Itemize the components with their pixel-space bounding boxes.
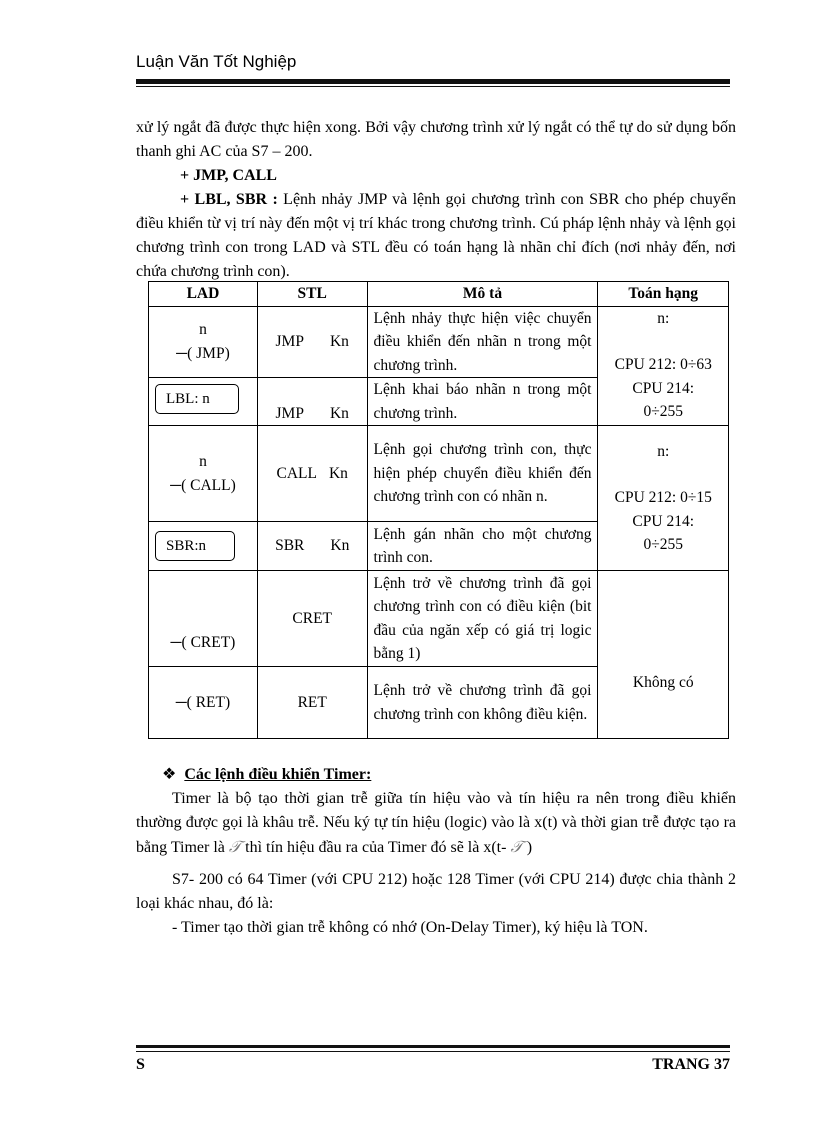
timer-text-a: Timer là bộ tạo thời gian trễ giữa tín hiệu vào và tín hiệu ra nên trong điều khiển thường được gọi là khâu trễ. Nếu ký tự tín hiệu (logic) vào là x(t) và thời gian trễ được tạo ra bằng Timer là [136, 790, 736, 856]
intro-section [136, 116, 736, 284]
lad-coil: ─( CRET) [170, 633, 236, 651]
stl-op: JMP [275, 333, 304, 350]
stl-cell [257, 571, 367, 667]
operand-line: CPU 214: [632, 379, 695, 397]
operand-line: CPU 214: [632, 512, 695, 530]
timer-text-c: ) [522, 839, 533, 856]
page-header-title: Luận Văn Tốt Nghiệp [136, 52, 297, 71]
footer-rule-thick [136, 1045, 730, 1048]
operand-line: CPU 212: 0÷15 [614, 489, 712, 506]
timer-paragraph-2: S7- 200 có 64 Timer (với CPU 212) hoặc 128 Timer (với CPU 214) được chia thành 2 loại khác nhau, đó là: [136, 871, 736, 912]
tau-symbol: 𝒯 [510, 837, 523, 856]
table-row [149, 426, 729, 522]
description-cell: Lệnh gọi chương trình con, thực hiện phép chuyển điều khiển đến chương trình con có nhãn n. [367, 426, 598, 522]
header-rule-thin [136, 86, 730, 87]
operand-line: n: [657, 442, 670, 460]
operand-line: CPU 212: 0÷63 [614, 356, 712, 373]
lad-coil: ─( JMP) [176, 344, 230, 362]
timer-section [136, 763, 736, 940]
lad-cell [149, 378, 258, 426]
lad-cell [149, 667, 258, 739]
diamond-bullet-icon: ❖ [162, 766, 177, 783]
table-row [149, 306, 729, 378]
stl-arg: Kn [329, 404, 349, 422]
operand-cell-group1 [598, 306, 729, 426]
footer-rule-thin [136, 1051, 730, 1052]
stl-cell [257, 378, 367, 426]
description-cell: Lệnh gán nhãn cho một chương trình con. [367, 522, 598, 571]
page-number: TRANG 37 [652, 1056, 730, 1073]
heading-lbl-sbr: + LBL, SBR : [180, 191, 278, 208]
operand-line: 0÷255 [643, 403, 683, 420]
stl-cell [257, 306, 367, 378]
header-operand: Toán hạng [598, 282, 729, 307]
stl-cell [257, 522, 367, 571]
timer-text-b: thì tín hiệu đầu ra của Timer đó sẽ là x(t- [241, 839, 511, 856]
lad-cell [149, 426, 258, 522]
stl-cell [257, 667, 367, 739]
description-cell: Lệnh nhảy thực hiện việc chuyển điều khiển đến nhãn n trong một chương trình. [367, 306, 598, 378]
operand-cell-group3 [598, 571, 729, 739]
description-cell: Lệnh khai báo nhãn n trong một chương trình. [367, 378, 598, 426]
footer-left-label: S [136, 1056, 145, 1073]
sbr-box: SBR:n [155, 531, 235, 561]
timer-heading: Các lệnh điều khiển Timer: [184, 766, 372, 783]
heading-jmp-call: + JMP, CALL [180, 167, 277, 184]
timer-paragraph-1 [136, 787, 736, 860]
header-stl: STL [257, 282, 367, 307]
jump-call-description: Lệnh nhảy JMP và lệnh gọi chương trình con SBR cho phép chuyển điều khiển từ vị trí này đến một vị trí khác trong chương trình. Cú pháp lệnh nhảy và lệnh gọi chương trình con trong LAD và STL đều có toán hạng là nhãn chỉ đích (nơi nhảy đến, nơi chứa chương trình con). [136, 191, 736, 280]
lad-cell [149, 571, 258, 667]
heading-lbl-sbr-paragraph [136, 188, 736, 284]
stl-arg: Kn [330, 537, 350, 555]
description-cell: Lệnh trở về chương trình đã gọi chương trình con không điều kiện. [367, 667, 598, 739]
operand-line: Không có [632, 674, 694, 691]
stl-op: SBR [275, 537, 305, 555]
header-lad: LAD [149, 282, 258, 307]
lad-cell [149, 306, 258, 378]
tau-symbol: 𝒯 [228, 837, 242, 856]
operand-line: 0÷255 [643, 536, 683, 553]
lad-label: n [199, 453, 207, 470]
lbl-box: LBL: n [155, 384, 239, 414]
description-cell: Lệnh trở về chương trình đã gọi chương trình con có điều kiện (bit đầu của ngăn xếp có giá trị logic bằng 1) [367, 571, 598, 667]
stl-cell [257, 426, 367, 522]
header-rule-thick [136, 79, 730, 84]
lad-cell [149, 522, 258, 571]
stl-op: JMP [275, 404, 304, 422]
stl-op: CRET [292, 609, 333, 627]
lad-label: n [199, 321, 207, 339]
intro-paragraph: xử lý ngắt đã được thực hiện xong. Bởi vậy chương trình xử lý ngắt có thể tự do sử dụng bốn thanh ghi AC của S7 – 200. [136, 119, 736, 160]
lad-coil: ─( RET) [175, 693, 231, 711]
timer-paragraph-3: - Timer tạo thời gian trễ không có nhớ (On-Delay Timer), ký hiệu là TON. [172, 919, 648, 936]
header-description: Mô tả [367, 282, 598, 307]
table-header-row [149, 282, 729, 307]
operand-line: n: [657, 309, 670, 327]
stl-op: RET [297, 693, 327, 711]
operand-cell-group2 [598, 426, 729, 571]
table-row [149, 571, 729, 667]
stl-arg: Kn [328, 464, 348, 482]
stl-op: CALL [276, 464, 317, 482]
lad-coil: ─( CALL) [170, 476, 236, 494]
stl-arg: Kn [329, 333, 349, 350]
instruction-table [148, 281, 729, 739]
timer-heading-line [136, 763, 736, 787]
